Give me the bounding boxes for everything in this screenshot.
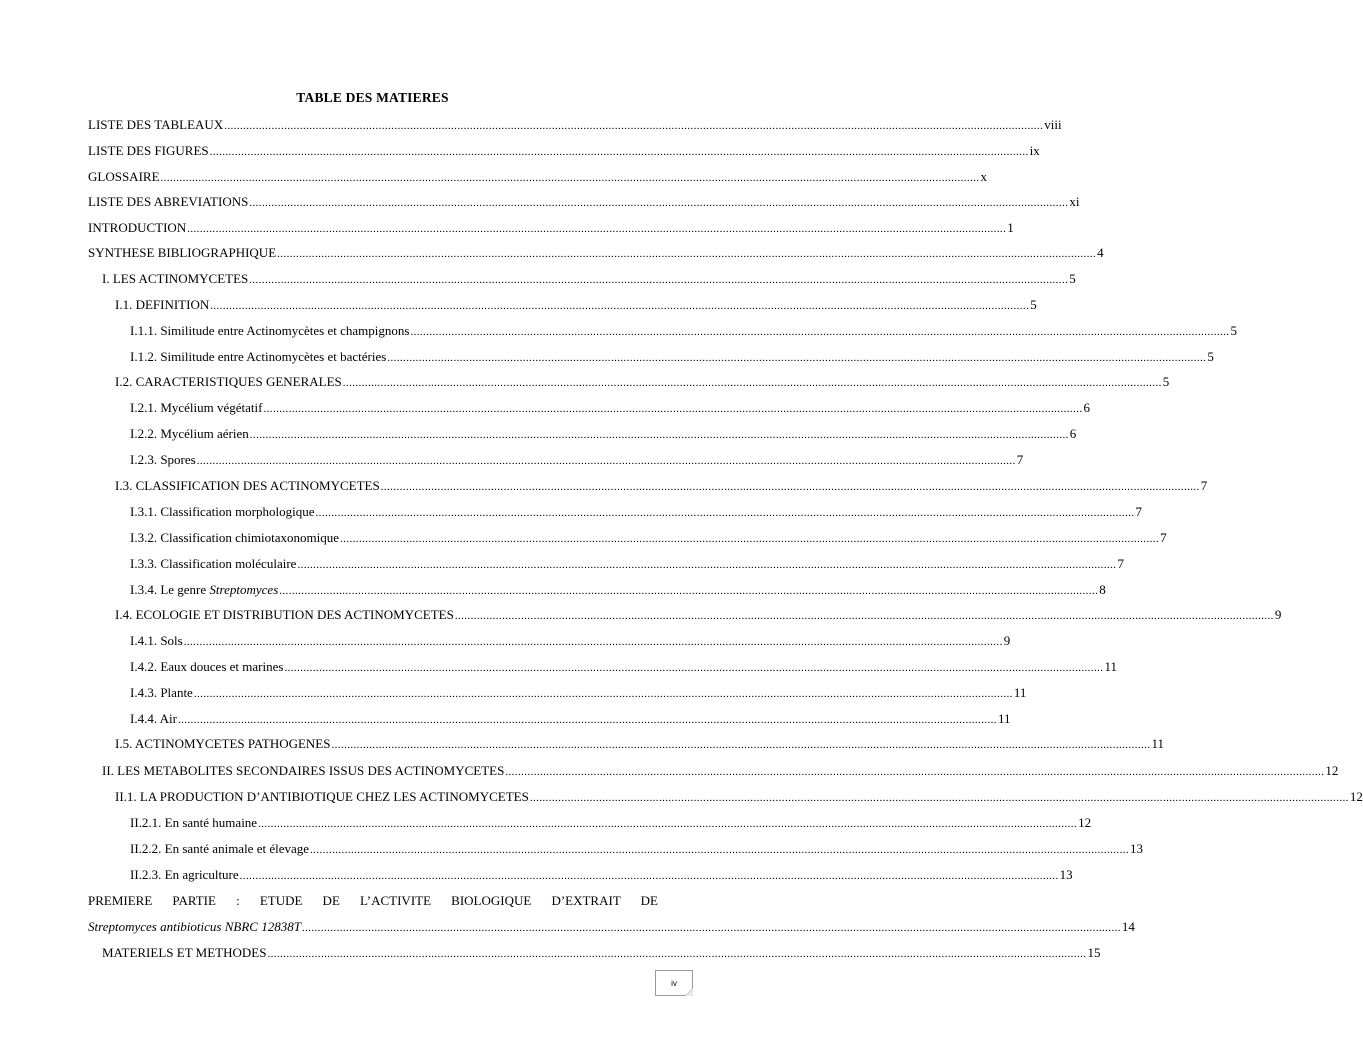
toc-entry bbox=[130, 814, 1092, 832]
dot-leader: .................................................................................................................................................................................................................................................................... bbox=[239, 870, 1059, 882]
toc-entry-page: 13 bbox=[1059, 867, 1073, 882]
toc-entry bbox=[130, 399, 1090, 417]
dot-leader: .................................................................................................................................................................................................................................................................... bbox=[249, 429, 1069, 441]
toc-entry bbox=[130, 322, 1237, 340]
toc-entry-label bbox=[130, 710, 177, 728]
toc-entry-label bbox=[88, 116, 223, 134]
toc-entry bbox=[130, 658, 1117, 676]
toc-heading-line: PREMIERE PARTIE : ETUDE DE L’ACTIVITE BIOLOGIQUE D’EXTRAIT DE bbox=[88, 893, 658, 908]
toc-entry-label bbox=[130, 503, 315, 521]
toc-entry bbox=[130, 425, 1077, 443]
toc-entry-page: 12 bbox=[1078, 815, 1092, 830]
toc-entry-label bbox=[88, 219, 186, 237]
dot-leader: .................................................................................................................................................................................................................................................................... bbox=[284, 662, 1104, 674]
toc-entry bbox=[102, 762, 1339, 780]
toc-entry-label bbox=[130, 581, 278, 599]
toc-entry-page: 9 bbox=[1003, 633, 1011, 648]
toc-entry-text: I.3. CLASSIFICATION DES ACTINOMYCETES bbox=[115, 478, 380, 493]
toc-entry-italic-text: Streptomyces bbox=[209, 582, 279, 597]
toc-entry-text: I.4. ECOLOGIE ET DISTRIBUTION DES ACTINOMYCETES bbox=[115, 607, 454, 622]
toc-entry-label bbox=[130, 814, 257, 832]
dot-leader: .................................................................................................................................................................................................................................................................... bbox=[249, 197, 1069, 209]
toc-entry-label bbox=[115, 477, 380, 495]
toc-entry-page: 7 bbox=[1135, 504, 1143, 519]
dot-leader: .................................................................................................................................................................................................................................................................... bbox=[505, 766, 1325, 778]
toc-entry-page: 5 bbox=[1207, 349, 1214, 364]
toc-entry-text: I.5. ACTINOMYCETES PATHOGENES bbox=[115, 736, 331, 751]
toc-entry-label bbox=[130, 866, 239, 884]
toc-entry-page: 7 bbox=[1160, 530, 1167, 545]
toc-entry-page: 4 bbox=[1097, 245, 1104, 260]
toc-entry bbox=[115, 477, 1208, 495]
toc-entry-label bbox=[115, 296, 209, 314]
toc-entry-page: 6 bbox=[1069, 426, 1077, 441]
toc-entry-page: 13 bbox=[1130, 841, 1144, 856]
toc-entry bbox=[130, 684, 1027, 702]
toc-entry-label bbox=[130, 529, 339, 547]
toc-entry-label bbox=[130, 840, 309, 858]
dot-leader: .................................................................................................................................................................................................................................................................... bbox=[224, 120, 1044, 132]
toc-entry-label bbox=[115, 373, 342, 391]
dot-leader: .................................................................................................................................................................................................................................................................... bbox=[187, 223, 1007, 235]
toc-entry-page: 1 bbox=[1007, 220, 1014, 235]
toc-entry-text: INTRODUCTION bbox=[88, 220, 187, 235]
toc-entry bbox=[130, 555, 1124, 573]
toc-entry-page: 5 bbox=[1030, 297, 1037, 312]
toc-entry bbox=[115, 788, 1363, 806]
toc-entry-text: I.4.4. Air bbox=[130, 711, 177, 726]
toc-entry-label bbox=[130, 348, 386, 366]
toc-entry-text: I.2.3. Spores bbox=[130, 452, 196, 467]
dot-leader: .................................................................................................................................................................................................................................................................... bbox=[277, 248, 1097, 260]
toc-entry-text: I.3.4. Le genre bbox=[130, 582, 207, 597]
toc-entry-text: I.2.2. Mycélium aérien bbox=[130, 426, 249, 441]
toc-entry bbox=[88, 918, 1135, 936]
toc-entry bbox=[88, 244, 1104, 262]
toc-entry-label bbox=[88, 918, 301, 936]
toc-entry bbox=[130, 503, 1143, 521]
toc-entry-page: 6 bbox=[1083, 400, 1090, 415]
toc-entry-label bbox=[115, 606, 454, 624]
toc-entry-text: II.2.3. En agriculture bbox=[130, 867, 239, 882]
toc-entry-page: 14 bbox=[1121, 919, 1135, 934]
toc-entry-page: 8 bbox=[1099, 582, 1106, 597]
toc-entry-label bbox=[88, 193, 248, 211]
toc-entry-text: I.1.1. Similitude entre Actinomycètes et champignons bbox=[130, 323, 410, 338]
dot-leader: .................................................................................................................................................................................................................................................................... bbox=[263, 403, 1083, 415]
toc-entry-page: 5 bbox=[1230, 323, 1237, 338]
page-number-box bbox=[655, 970, 693, 996]
dot-leader: .................................................................................................................................................................................................................................................................... bbox=[193, 688, 1013, 700]
toc-entry bbox=[130, 866, 1073, 884]
toc-entry-label bbox=[88, 168, 160, 186]
toc-entry-label bbox=[130, 399, 263, 417]
toc-entry-page: 7 bbox=[1200, 478, 1208, 493]
toc-entry bbox=[115, 735, 1165, 753]
toc-entry-page: 11 bbox=[1013, 685, 1027, 700]
toc-entry bbox=[88, 142, 1040, 160]
dot-leader: .................................................................................................................................................................................................................................................................... bbox=[249, 274, 1069, 286]
toc-entry bbox=[130, 710, 1011, 728]
toc-entry-text: SYNTHESE BIBLIOGRAPHIQUE bbox=[88, 245, 277, 260]
toc-entry-label bbox=[115, 735, 330, 753]
dot-leader: .................................................................................................................................................................................................................................................................... bbox=[340, 533, 1160, 545]
toc-entry bbox=[130, 840, 1144, 858]
toc-entry-text: II. LES METABOLITES SECONDAIRES ISSUS DES ACTINOMYCETES bbox=[102, 763, 505, 778]
toc-entry-text: I.1. DEFINITION bbox=[115, 297, 210, 312]
toc-entry-text: I.4.2. Eaux douces et marines bbox=[130, 659, 284, 674]
toc-entry-page: 5 bbox=[1162, 374, 1170, 389]
dot-leader: .................................................................................................................................................................................................................................................................... bbox=[160, 172, 980, 184]
dot-leader: .................................................................................................................................................................................................................................................................... bbox=[331, 739, 1151, 751]
dot-leader: .................................................................................................................................................................................................................................................................... bbox=[258, 818, 1078, 830]
toc-entry bbox=[115, 296, 1037, 314]
toc-entry-page: 7 bbox=[1016, 452, 1024, 467]
toc-entry-text: I.1.2. Similitude entre Actinomycètes et bactéries bbox=[130, 349, 387, 364]
toc-entry-label bbox=[130, 322, 409, 340]
toc-entry bbox=[115, 606, 1282, 624]
toc-entry-text: I. LES ACTINOMYCETES bbox=[102, 271, 249, 286]
dot-leader: .................................................................................................................................................................................................................................................................... bbox=[297, 559, 1117, 571]
toc-entry-text: I.4.1. Sols bbox=[130, 633, 183, 648]
toc-entry-text: I.3.3. Classification moléculaire bbox=[130, 556, 297, 571]
toc-entry-text: LISTE DES TABLEAUX bbox=[88, 117, 224, 132]
toc-entry bbox=[88, 193, 1080, 211]
toc-entry-text: II.2.1. En santé humaine bbox=[130, 815, 258, 830]
folded-corner-icon bbox=[685, 988, 693, 996]
toc-entry-label bbox=[130, 425, 249, 443]
toc-entry-page: 11 bbox=[997, 711, 1011, 726]
toc-entry-label bbox=[102, 944, 266, 962]
toc-entry-label bbox=[130, 555, 296, 573]
toc-entry-page: viii bbox=[1044, 117, 1062, 132]
toc-entry-page: 11 bbox=[1151, 736, 1165, 751]
dot-leader: .................................................................................................................................................................................................................................................................... bbox=[454, 610, 1274, 622]
dot-leader: .................................................................................................................................................................................................................................................................... bbox=[267, 948, 1087, 960]
toc-entry-page: 12 bbox=[1325, 763, 1339, 778]
toc-entry bbox=[102, 270, 1076, 288]
toc-entry bbox=[88, 219, 1014, 237]
toc-entry-page: xi bbox=[1069, 194, 1080, 209]
toc-entry-text: II.1. LA PRODUCTION D’ANTIBIOTIQUE CHEZ LES ACTINOMYCETES bbox=[115, 789, 529, 804]
toc-entry-label bbox=[130, 684, 193, 702]
page-number: iv bbox=[671, 978, 677, 988]
page-title: TABLE DES MATIERES bbox=[296, 90, 449, 105]
toc-entry-italic-text: Streptomyces antibioticus NBRC 12838T bbox=[88, 919, 301, 934]
toc-entry-label bbox=[102, 762, 504, 780]
toc-entry-page: x bbox=[980, 169, 988, 184]
toc-entry-text: I.2.1. Mycélium végétatif bbox=[130, 400, 263, 415]
toc-entry-text: II.2.2. En santé animale et élevage bbox=[130, 841, 310, 856]
toc-entry-page: ix bbox=[1029, 143, 1040, 158]
dot-leader: .................................................................................................................................................................................................................................................................... bbox=[380, 481, 1200, 493]
toc-entry-page: 12 bbox=[1349, 789, 1363, 804]
dot-leader: .................................................................................................................................................................................................................................................................... bbox=[196, 455, 1016, 467]
toc-entry bbox=[115, 373, 1170, 391]
dot-leader: .................................................................................................................................................................................................................................................................... bbox=[315, 507, 1135, 519]
dot-leader: .................................................................................................................................................................................................................................................................... bbox=[301, 922, 1121, 934]
toc-entry-text: MATERIELS ET METHODES bbox=[102, 945, 267, 960]
dot-leader: .................................................................................................................................................................................................................................................................... bbox=[310, 844, 1130, 856]
toc-entry bbox=[130, 451, 1024, 469]
toc-entry bbox=[102, 944, 1101, 962]
toc-entry bbox=[130, 632, 1011, 650]
toc-entry-label bbox=[115, 788, 529, 806]
toc-entry-page: 15 bbox=[1087, 945, 1101, 960]
dot-leader: .................................................................................................................................................................................................................................................................... bbox=[183, 636, 1003, 648]
toc-entry-page: 7 bbox=[1117, 556, 1124, 571]
dot-leader: .................................................................................................................................................................................................................................................................... bbox=[529, 792, 1349, 804]
toc-entry-label bbox=[130, 658, 283, 676]
toc-entry-label bbox=[130, 632, 183, 650]
toc-entry-page: 11 bbox=[1104, 659, 1117, 674]
toc-entry-text: LISTE DES FIGURES bbox=[88, 143, 209, 158]
toc-entry-text: I.3.1. Classification morphologique bbox=[130, 504, 315, 519]
toc-entry bbox=[88, 116, 1062, 134]
dot-leader: .................................................................................................................................................................................................................................................................... bbox=[387, 352, 1207, 364]
toc-entry-text: GLOSSAIRE bbox=[88, 169, 160, 184]
toc-entry-text: LISTE DES ABREVIATIONS bbox=[88, 194, 249, 209]
toc-entry-label bbox=[102, 270, 248, 288]
toc-entry-page: 9 bbox=[1274, 607, 1282, 622]
dot-leader: .................................................................................................................................................................................................................................................................... bbox=[342, 377, 1162, 389]
dot-leader: .................................................................................................................................................................................................................................................................... bbox=[410, 326, 1230, 338]
toc-entry-text: I.3.2. Classification chimiotaxonomique bbox=[130, 530, 340, 545]
dot-leader: .................................................................................................................................................................................................................................................................... bbox=[210, 300, 1030, 312]
toc-entry bbox=[130, 529, 1167, 547]
dot-leader: .................................................................................................................................................................................................................................................................... bbox=[209, 146, 1029, 158]
toc-entry-page: 5 bbox=[1069, 271, 1076, 286]
toc-entry-label bbox=[88, 142, 209, 160]
toc-entry bbox=[88, 168, 988, 186]
toc-entry bbox=[130, 348, 1214, 366]
toc-entry-label bbox=[130, 451, 196, 469]
toc-entry-text: I.2. CARACTERISTIQUES GENERALES bbox=[115, 374, 342, 389]
dot-leader: .................................................................................................................................................................................................................................................................... bbox=[177, 714, 997, 726]
toc-entry-label bbox=[88, 244, 276, 262]
dot-leader: .................................................................................................................................................................................................................................................................... bbox=[279, 585, 1099, 597]
toc-entry-text: I.4.3. Plante bbox=[130, 685, 193, 700]
toc-entry bbox=[130, 581, 1106, 599]
